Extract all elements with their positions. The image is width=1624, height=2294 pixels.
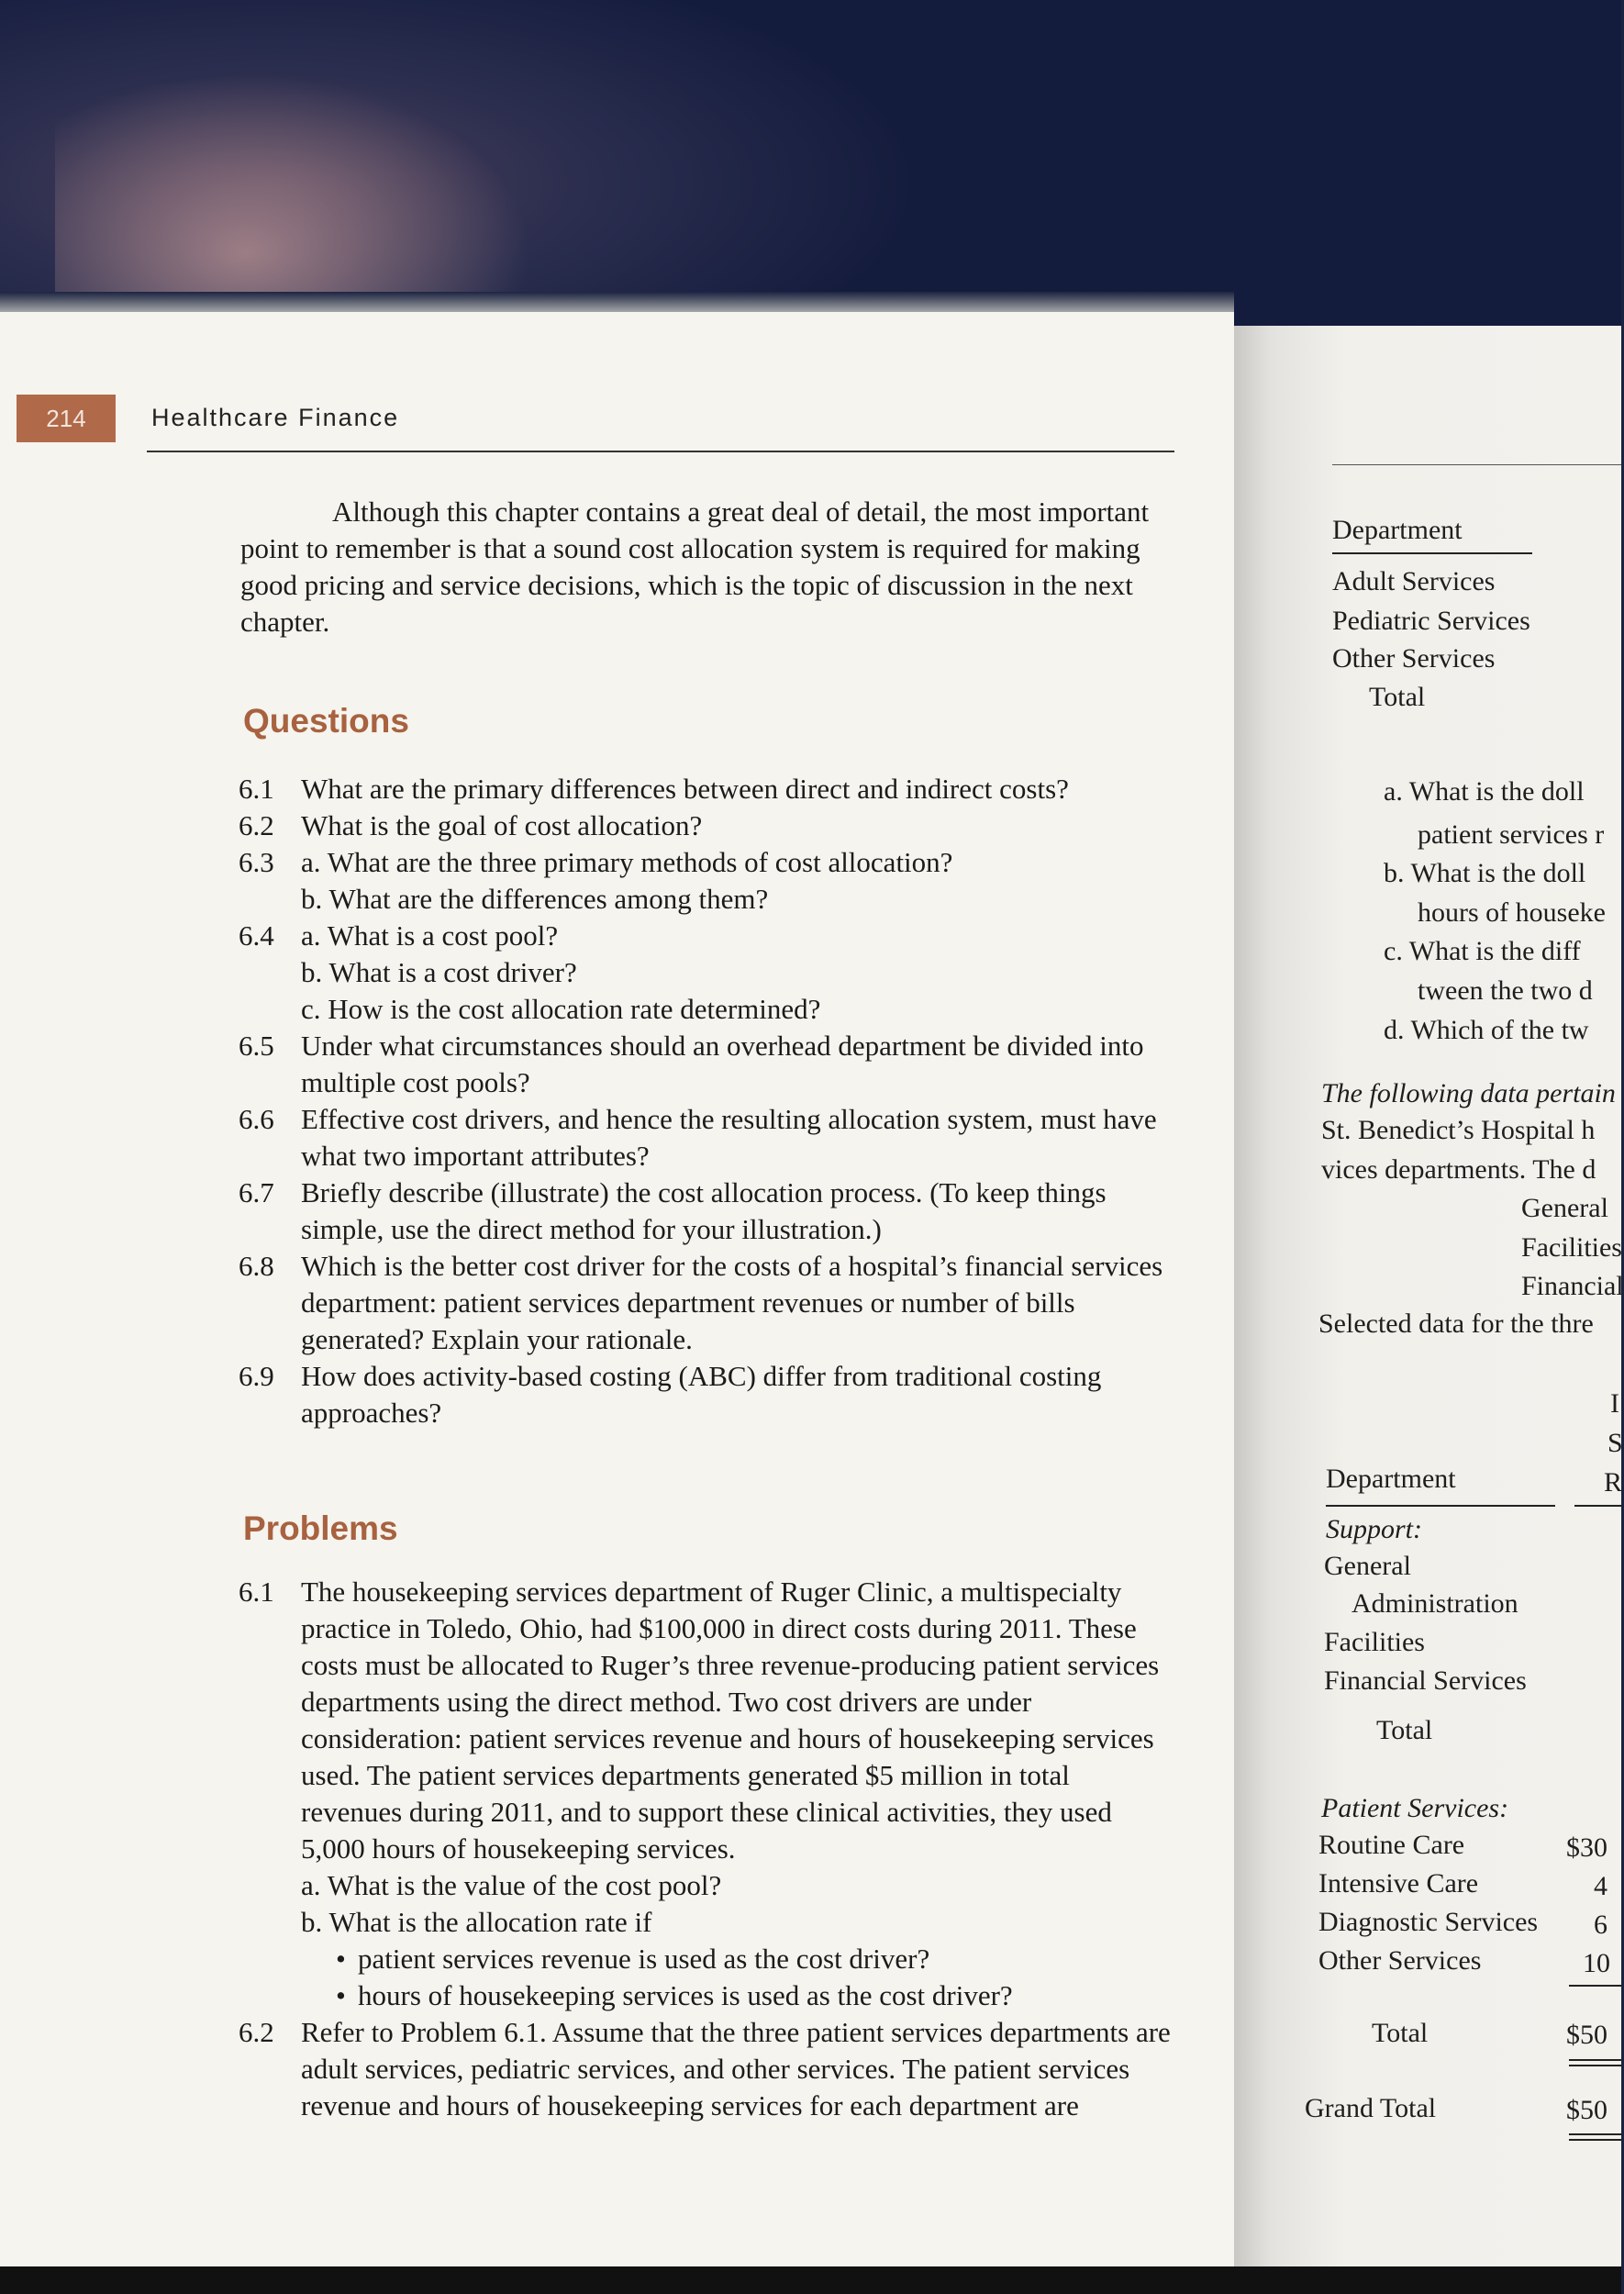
- questions-list: [239, 771, 1174, 1431]
- intro-paragraph: [240, 494, 1176, 640]
- problem-item: [239, 2014, 1174, 2124]
- question-text: a. What are the three primary methods of cost allocation?: [301, 846, 953, 878]
- bullet-icon: •: [336, 1979, 346, 2011]
- support-row: Facilities: [1324, 1627, 1425, 1657]
- running-head: Healthcare Finance: [151, 404, 400, 431]
- questions-heading: Questions: [243, 702, 409, 740]
- support-label: Support:: [1326, 1514, 1422, 1544]
- question-d-line1: d. Which of the tw: [1384, 1015, 1589, 1045]
- question-text: Under what circumstances should an overhead department be divided into multiple cost pools?: [301, 1030, 1144, 1098]
- problem-number: 6.2: [239, 2016, 274, 2048]
- subtotal-rule: [1569, 1985, 1621, 1987]
- problem-text: The housekeeping services department of Ruger Clinic, a multispecialty practice in Toledo, Ohio, had $100,000 in direct costs during 2011. These costs must be allocated to Ruger’s three revenue-producing patient services departments using the direct method. Two cost drivers are under consideration: patient services revenue and hours of housekeeping services used. The patient services departments generated $5 million in total revenues during 2011, and to support these clinical activities, they used 5,000 hours of housekeeping services.: [301, 1576, 1160, 1865]
- question-number: 6.3: [239, 846, 274, 878]
- question-number: 6.5: [239, 1030, 274, 1062]
- table2-header: Department: [1326, 1464, 1456, 1494]
- problem3-line2: St. Benedict’s Hospital h: [1321, 1115, 1596, 1145]
- question-b-line2: hours of houseke: [1418, 897, 1606, 928]
- patient-value: 6: [1594, 1910, 1607, 1940]
- page-number: 214: [17, 395, 116, 442]
- question-item: [239, 918, 1174, 1028]
- problem-number: 6.1: [239, 1576, 274, 1608]
- question-text: Briefly describe (illustrate) the cost allocation process. (To keep things simple, use the direct method for your illustration.): [301, 1176, 1107, 1245]
- question-subpart: c. How is the cost allocation rate determined?: [301, 993, 821, 1025]
- question-number: 6.1: [239, 773, 274, 805]
- header-rule: [147, 451, 1174, 452]
- table1-row: Pediatric Services: [1332, 606, 1530, 636]
- column-header-fragment: S: [1607, 1428, 1623, 1458]
- table2-header-rule-col: [1574, 1505, 1621, 1507]
- question-c-line2: tween the two d: [1418, 975, 1593, 1006]
- problems-heading: Problems: [243, 1509, 398, 1547]
- support-row: Financial Services: [1324, 1665, 1527, 1696]
- bullet-item: • patient services revenue is used as the cost driver?: [301, 1941, 1174, 1977]
- bottom-edge: [0, 2266, 1621, 2294]
- table1-header: Department: [1332, 515, 1463, 545]
- patient-value: 10: [1583, 1948, 1610, 1978]
- support-dept-list-item: Financial: [1521, 1271, 1624, 1301]
- question-item: [239, 844, 1174, 918]
- patient-value: $30: [1566, 1832, 1607, 1863]
- table1-header-rule: [1332, 552, 1532, 554]
- problem-item: [239, 1574, 1174, 2014]
- table2-header-rule: [1326, 1505, 1555, 1507]
- question-number: 6.6: [239, 1103, 274, 1135]
- question-text: What are the primary differences between direct and indirect costs?: [301, 773, 1069, 805]
- patient-total-value: $50: [1566, 2020, 1607, 2050]
- question-c-line1: c. What is the diff: [1384, 936, 1581, 966]
- question-text: Effective cost drivers, and hence the resulting allocation system, must have what two important attributes?: [301, 1103, 1157, 1172]
- support-row: Administration: [1351, 1588, 1518, 1619]
- intro-text: Although this chapter contains a great deal of detail, the most important point to remember is that a sound cost allocation system is required for making good pricing and service decisions, which is the topic of discussion in the next chapter.: [240, 496, 1150, 638]
- problem-part-b: b. What is the allocation rate if: [301, 1906, 652, 1938]
- total-double-rule-2: [1569, 2065, 1621, 2066]
- question-subpart: b. What are the differences among them?: [301, 883, 769, 915]
- patient-row: Intensive Care: [1318, 1868, 1479, 1899]
- question-number: 6.4: [239, 919, 274, 952]
- problem-text: Refer to Problem 6.1. Assume that the three patient services departments are adult services, pediatric services, and other services. The patient services revenue and hours of housekeeping services for each department are: [301, 2016, 1171, 2121]
- question-item: [239, 1248, 1174, 1358]
- patient-total: Total: [1372, 2018, 1429, 2048]
- support-row: General: [1324, 1551, 1411, 1581]
- problem3-line3: vices departments. The d: [1321, 1154, 1596, 1185]
- question-subpart: b. What is a cost driver?: [301, 956, 577, 988]
- question-number: 6.9: [239, 1360, 274, 1392]
- bullet-icon: •: [336, 1943, 346, 1975]
- question-item: [239, 807, 1174, 844]
- question-item: [239, 1358, 1174, 1431]
- question-item: [239, 771, 1174, 807]
- patient-row: Other Services: [1318, 1945, 1482, 1976]
- table1-total: Total: [1369, 682, 1426, 712]
- patient-row: Routine Care: [1318, 1830, 1465, 1860]
- table1-row: Other Services: [1332, 643, 1496, 674]
- support-dept-list-item: Facilities: [1521, 1232, 1622, 1263]
- question-number: 6.8: [239, 1250, 274, 1282]
- support-total: Total: [1376, 1715, 1433, 1745]
- question-text: What is the goal of cost allocation?: [301, 809, 703, 841]
- support-dept-list-item: General: [1521, 1193, 1608, 1223]
- question-item: [239, 1101, 1174, 1175]
- patient-row: Diagnostic Services: [1318, 1907, 1539, 1937]
- question-item: [239, 1028, 1174, 1101]
- selected-data-line: Selected data for the thre: [1318, 1308, 1594, 1339]
- grand-total-label: Grand Total: [1305, 2093, 1437, 2123]
- table1-row: Adult Services: [1332, 566, 1496, 596]
- patient-services-label: Patient Services:: [1321, 1793, 1509, 1823]
- question-text: a. What is a cost pool?: [301, 919, 559, 952]
- problem-part-a: a. What is the value of the cost pool?: [301, 1869, 722, 1901]
- grand-double-rule-2: [1569, 2139, 1621, 2141]
- column-header-fragment: R: [1604, 1467, 1623, 1498]
- problems-list: [239, 1574, 1174, 2124]
- question-text: Which is the better cost driver for the costs of a hospital’s financial services department: patient services department revenues or number of bills generated? Explain your rationale.: [301, 1250, 1163, 1355]
- question-a-line1: a. What is the doll: [1384, 776, 1585, 807]
- grand-total-value: $50: [1566, 2095, 1607, 2125]
- question-number: 6.2: [239, 809, 274, 841]
- question-text: How does activity-based costing (ABC) differ from traditional costing approaches?: [301, 1360, 1102, 1429]
- question-item: [239, 1175, 1174, 1248]
- total-double-rule-1: [1569, 2059, 1621, 2061]
- bullet-item: • hours of housekeeping services is used as the cost driver?: [301, 1977, 1174, 2014]
- question-number: 6.7: [239, 1176, 274, 1208]
- question-b-line1: b. What is the doll: [1384, 858, 1586, 888]
- right-header-rule: [1332, 464, 1621, 465]
- column-header-fragment: I: [1610, 1388, 1619, 1419]
- problem3-line1: The following data pertain: [1321, 1078, 1616, 1108]
- grand-double-rule-1: [1569, 2133, 1621, 2135]
- patient-value: 4: [1594, 1871, 1607, 1901]
- question-a-line2: patient services r: [1418, 819, 1605, 850]
